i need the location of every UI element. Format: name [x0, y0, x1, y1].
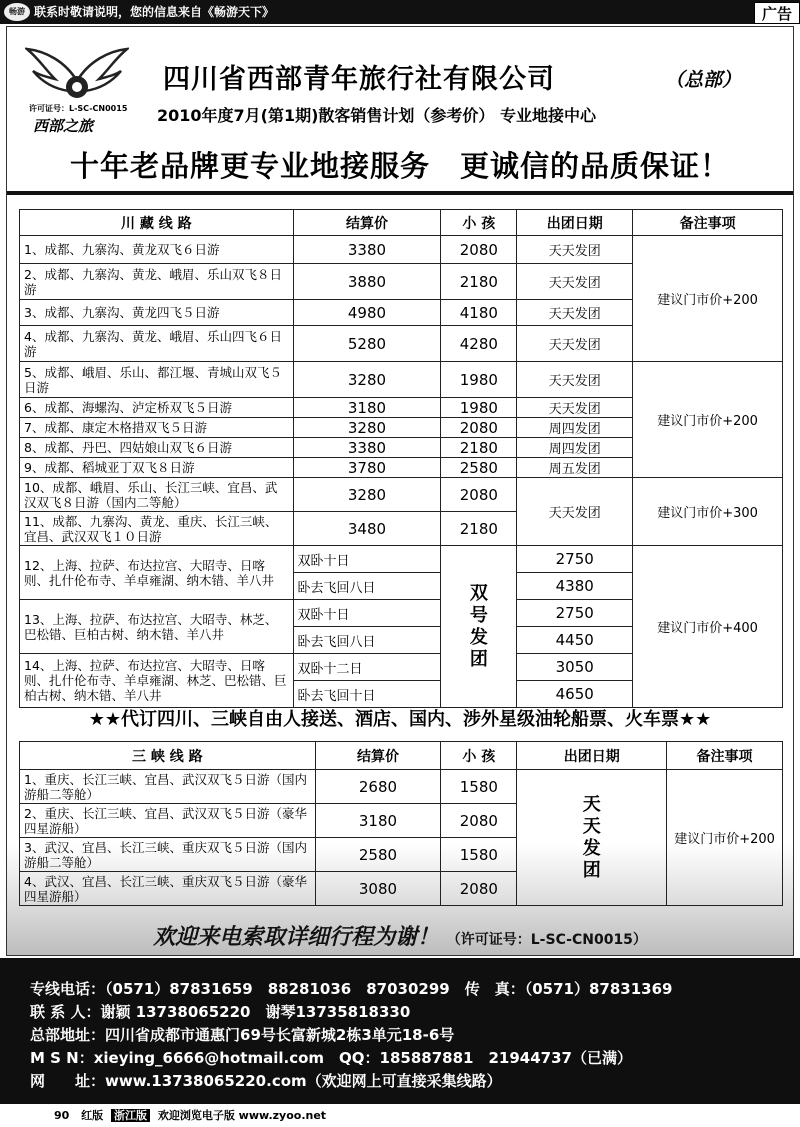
booking-banner: ★★代订四川、三峡自由人接送、酒店、国内、涉外星级油轮船票、火车票★★: [88, 709, 712, 730]
child-price-cell: 1980: [441, 362, 517, 398]
price-cell: 4380: [517, 573, 633, 600]
table-row: [20, 546, 783, 573]
child-price-cell: 2080: [441, 236, 517, 264]
child-price-cell: 2180: [441, 438, 517, 458]
contact-address: 总部地址：四川省成都市通惠门69号长富新城2栋3单元18-6号: [30, 1026, 455, 1044]
route-cell: 9、成都、稻城亚丁双飞８日游: [20, 458, 294, 478]
price-cell: 2750: [517, 546, 633, 573]
col-notes: 备注事项: [667, 742, 783, 770]
route-cell: 11、成都、九寨沟、黄龙、重庆、长江三峡、宜昌、武汉双飞１０日游: [20, 512, 294, 546]
three-gorges-routes-table: [19, 741, 783, 906]
child-price-cell: 2080: [441, 478, 517, 512]
wings-logo-icon: [25, 41, 129, 111]
route-cell: 12、上海、拉萨、布达拉宫、大昭寺、日喀则、扎什伦布寺、羊卓雍湖、纳木错、羊八井: [20, 546, 294, 600]
license-number: 许可证号：L-SC-CN0015: [29, 104, 128, 113]
tibet-date-cell: [441, 546, 517, 708]
route-cell: 10、成都、峨眉、乐山、长江三峡、宜昌、武汉双飞８日游（国内二等舱）: [20, 478, 294, 512]
route-cell: 7、成都、康定木格措双飞５日游: [20, 418, 294, 438]
note-cell: 建议门市价+200: [667, 770, 783, 906]
region-tag: 浙江版: [111, 1109, 150, 1122]
table-row: [20, 478, 783, 512]
date-cell: 天天发团: [517, 398, 633, 418]
route-cell: 2、成都、九寨沟、黄龙、峨眉、乐山双飞８日游: [20, 264, 294, 300]
contact-block: [0, 958, 800, 1104]
price-cell: 2680: [315, 770, 441, 804]
price-cell: 3080: [315, 872, 441, 906]
child-price-cell: 1580: [441, 770, 517, 804]
price-cell: 3280: [293, 478, 441, 512]
price-cell: 3780: [293, 458, 441, 478]
price-cell: 3480: [293, 512, 441, 546]
price-cell: 4980: [293, 300, 441, 326]
contact-phone: 专线电话：（0571）87831659 88281036 87030299 传 真：（0571）87831369: [30, 980, 673, 998]
price-cell: 3280: [293, 418, 441, 438]
col-route: 川 藏 线 路: [20, 210, 294, 236]
table-header-row: [20, 742, 783, 770]
table-header-row: [20, 210, 783, 236]
route-cell: 1、成都、九寨沟、黄龙双飞６日游: [20, 236, 294, 264]
note-cell: 建议门市价+200: [633, 236, 783, 362]
price-cell: 5280: [293, 326, 441, 362]
header: [7, 27, 793, 145]
child-price-cell: 2080: [441, 418, 517, 438]
price-cell: 2750: [517, 600, 633, 627]
route-cell: 8、成都、丹巴、四姑娘山双飞６日游: [20, 438, 294, 458]
table-row: [20, 362, 783, 398]
divider: [7, 191, 793, 195]
footer-text[interactable]: 欢迎浏览电子版 www.zyoo.net: [157, 1109, 327, 1122]
plan-subtitle: 2010年度7月(第1期)散客销售计划（参考价） 专业地接中心: [157, 106, 596, 125]
col-price: 结算价: [315, 742, 441, 770]
contact-msn: M S N：xieying_6666@hotmail.com QQ：185887881 21944737（已满）: [30, 1049, 632, 1067]
route-cell: 6、成都、海螺沟、泸定桥双飞５日游: [20, 398, 294, 418]
welcome-license: （许可证号：L-SC-CN0015）: [446, 932, 647, 948]
top-notice-bar: [0, 0, 800, 24]
date-cell: 天天发团: [517, 236, 633, 264]
advert-frame: [6, 26, 794, 956]
col-date: 出团日期: [517, 210, 633, 236]
price-cell: 2580: [315, 838, 441, 872]
tibet-date-text: 双号发团: [469, 582, 488, 670]
child-price-cell: 2180: [441, 512, 517, 546]
note-cell: 建议门市价+200: [633, 362, 783, 478]
table-row: [20, 770, 783, 804]
child-price-cell: 2180: [441, 264, 517, 300]
price-cell: 3380: [293, 236, 441, 264]
option-cell: 卧去飞回八日: [293, 627, 441, 654]
date-cell: 周五发团: [517, 458, 633, 478]
contact-website[interactable]: 网 址：www.13738065220.com（欢迎网上可直接采集线路）: [30, 1072, 502, 1090]
date-cell: 天天发团: [517, 300, 633, 326]
magazine-logo: 畅游: [4, 3, 30, 21]
col-notes: 备注事项: [633, 210, 783, 236]
note-cell: 建议门市价+400: [633, 546, 783, 708]
price-cell: 3380: [293, 438, 441, 458]
ad-label: 广告: [754, 2, 800, 24]
col-child: 小 孩: [441, 742, 517, 770]
date-cell: 周四发团: [517, 438, 633, 458]
gorges-date-cell: [517, 770, 667, 906]
child-price-cell: 2580: [441, 458, 517, 478]
company-name: 四川省西部青年旅行社有限公司: [163, 64, 555, 95]
option-cell: 双卧十日: [293, 600, 441, 627]
child-price-cell: 2080: [441, 804, 517, 838]
child-price-cell: 1980: [441, 398, 517, 418]
table-row: [20, 236, 783, 264]
col-price: 结算价: [293, 210, 441, 236]
sichuan-tibet-routes-table: [19, 209, 783, 708]
date-cell: 周四发团: [517, 418, 633, 438]
child-price-cell: 4180: [441, 300, 517, 326]
welcome-line: [7, 923, 793, 955]
price-cell: 3280: [293, 362, 441, 398]
slogan: 十年老品牌更专业地接服务 更诚信的品质保证！: [69, 149, 730, 183]
route-cell: 2、重庆、长江三峡、宜昌、武汉双飞５日游（豪华四星游船）: [20, 804, 316, 838]
option-cell: 双卧十日: [293, 546, 441, 573]
price-cell: 4450: [517, 627, 633, 654]
price-cell: 3880: [293, 264, 441, 300]
route-cell: 4、成都、九寨沟、黄龙、峨眉、乐山四飞６日游: [20, 326, 294, 362]
price-cell: 3050: [517, 654, 633, 681]
child-price-cell: 2080: [441, 872, 517, 906]
date-cell: 天天发团: [517, 478, 633, 546]
page-footer: [0, 1104, 800, 1127]
route-cell: 3、成都、九寨沟、黄龙四飞５日游: [20, 300, 294, 326]
option-cell: 卧去飞回八日: [293, 573, 441, 600]
route-cell: 13、上海、拉萨、布达拉宫、大昭寺、林芝、巴松错、巨柏古树、纳木错、羊八井: [20, 600, 294, 654]
edition-label: 红版: [81, 1109, 104, 1122]
route-cell: 3、武汉、宜昌、长江三峡、重庆双飞５日游（国内游船二等舱）: [20, 838, 316, 872]
gorges-date-text: 天天发团: [582, 793, 601, 881]
child-price-cell: 1580: [441, 838, 517, 872]
route-cell: 1、重庆、长江三峡、宜昌、武汉双飞５日游（国内游船二等舱）: [20, 770, 316, 804]
price-cell: 3180: [293, 398, 441, 418]
col-child: 小 孩: [441, 210, 517, 236]
price-cell: 3180: [315, 804, 441, 838]
child-price-cell: 4280: [441, 326, 517, 362]
col-route: 三 峡 线 路: [20, 742, 316, 770]
contact-person: 联 系 人：谢颖 13738065220 谢琴13735818330: [30, 1003, 411, 1021]
route-cell: 4、武汉、宜昌、长江三峡、重庆双飞５日游（豪华四星游船）: [20, 872, 316, 906]
price-cell: 4650: [517, 681, 633, 708]
page-number: 90: [54, 1109, 70, 1122]
brand-name: 西部之旅: [33, 117, 94, 135]
welcome-text: 欢迎来电索取详细行程为谢！: [153, 925, 440, 950]
route-cell: 5、成都、峨眉、乐山、都江堰、青城山双飞５日游: [20, 362, 294, 398]
col-date: 出团日期: [517, 742, 667, 770]
headquarters-label: （总部）: [665, 69, 742, 91]
source-notice: 联系时敬请说明，您的信息来自《畅游天下》: [34, 5, 275, 19]
date-cell: 天天发团: [517, 326, 633, 362]
option-cell: 卧去飞回十日: [293, 681, 441, 708]
date-cell: 天天发团: [517, 362, 633, 398]
route-cell: 14、上海、拉萨、布达拉宫、大昭寺、日喀则、扎什伦布寺、羊卓雍湖、林芝、巴松错、巨柏古树、纳木错、羊八井: [20, 654, 294, 708]
note-cell: 建议门市价+300: [633, 478, 783, 546]
date-cell: 天天发团: [517, 264, 633, 300]
option-cell: 双卧十二日: [293, 654, 441, 681]
